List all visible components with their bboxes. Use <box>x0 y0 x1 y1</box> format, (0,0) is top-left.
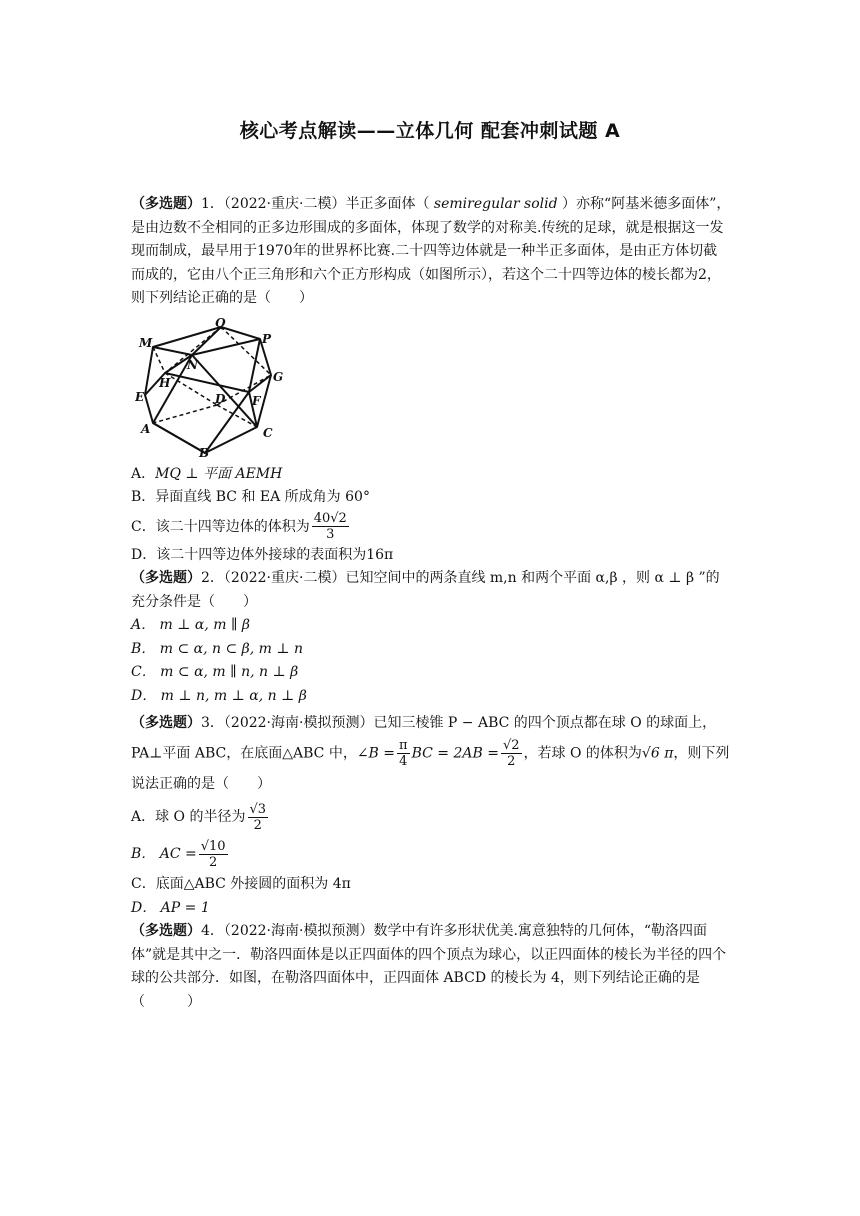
fraction <box>501 738 522 769</box>
vertex-label: N <box>187 357 198 372</box>
question-number: 1． <box>201 196 224 212</box>
vertex-label: P <box>262 331 272 346</box>
option-text: B． AC = <box>131 846 197 862</box>
question-type-tag: （多选题） <box>131 570 201 586</box>
option-text: 异面直线 BC 和 EA 所成角为 60° <box>155 489 370 505</box>
fraction-numerator: √3 <box>249 801 267 817</box>
math-expression: BC = 2AB = <box>411 745 499 762</box>
question-source: （2022·海南·模拟预测） <box>223 923 374 939</box>
vertex-label: A <box>141 421 151 436</box>
fraction <box>312 511 349 542</box>
question-text: ，则下列说法正确的是（ ） <box>131 745 730 792</box>
option-d: D． AP = 1 <box>131 899 210 916</box>
fraction <box>199 839 228 870</box>
question-text: 已知空间中的两条直线 m,n 和两个平面 α,β ，则 α ⊥ β ”的充分条件是（ ） <box>131 570 720 610</box>
vertex-label: F <box>252 393 261 408</box>
fraction-numerator: π <box>399 738 408 753</box>
vertex-label: E <box>135 389 145 404</box>
question-type-tag: （多选题） <box>131 715 201 731</box>
fraction-denominator: 2 <box>253 817 262 833</box>
term-semiregular-solid: semiregular solid <box>429 196 563 212</box>
question-text: 已知三棱锥 P − ABC 的四个顶点都在球 O 的球面上，PA⊥平面 ABC，在底面△ABC 中， <box>131 715 717 762</box>
vertex-label: M <box>139 335 153 350</box>
option-text: MQ ⊥ 平面 AEMH <box>155 465 283 482</box>
question-text: ，若球 O 的体积为 <box>523 745 642 762</box>
question-1 <box>131 193 731 311</box>
fraction <box>397 738 410 769</box>
question-2 <box>131 567 731 614</box>
question-number: 2． <box>201 570 224 586</box>
option-text: 该二十四等边体的体积为 <box>155 518 310 535</box>
math-expression: √6 π <box>641 745 674 762</box>
option-c <box>131 510 731 544</box>
fraction-numerator: √10 <box>200 838 226 854</box>
option-b <box>131 835 731 873</box>
question-number: 4． <box>201 923 224 939</box>
vertex-label: C <box>263 425 273 440</box>
question-source: （2022·重庆·二模） <box>223 570 346 586</box>
option-a: A． m ⊥ α, m ∥ β <box>131 617 250 633</box>
cuboctahedron-diagram <box>135 317 285 457</box>
math-expression: ∠B = <box>356 745 396 762</box>
fraction-numerator: √2 <box>502 738 520 753</box>
question-source: （2022·重庆·二模） <box>223 196 346 212</box>
option-d: D． m ⊥ n, m ⊥ α, n ⊥ β <box>131 687 307 704</box>
fraction-denominator: 3 <box>326 527 335 542</box>
option-a <box>131 463 731 487</box>
question-number: 3． <box>201 715 224 731</box>
fraction <box>248 802 269 833</box>
vertex-label: D <box>215 391 226 406</box>
question-3 <box>131 708 731 799</box>
page-title: 核心考点解读——立体几何 配套冲刺试题 A <box>239 120 621 142</box>
option-d <box>131 544 731 568</box>
option-label: D． <box>131 546 157 563</box>
polyhedron-figure <box>135 317 731 457</box>
question-list <box>131 193 731 1014</box>
fraction-numerator: 40√2 <box>313 511 347 526</box>
fraction-denominator: 4 <box>399 754 408 769</box>
option-text: A．球 O 的半径为 <box>131 809 246 825</box>
question-type-tag: （多选题） <box>131 923 201 939</box>
option-label: B． <box>131 489 156 505</box>
vertex-label: B <box>199 445 210 457</box>
question-4 <box>131 920 731 1014</box>
option-label: A． <box>131 465 156 482</box>
fraction-denominator: 2 <box>209 854 218 870</box>
option-label: C． <box>131 518 156 535</box>
question-source: （2022·海南·模拟预测） <box>223 715 374 731</box>
option-text: 该二十四等边体外接球的表面积为16π <box>156 546 394 563</box>
question-text: ）亦称“阿基米德多面体”，是由边数不全相同的正多边形围成的多面体，体现了数学的对称美.传统的足球，就是根据这一发现而制成，最早用于1970年的世界杯比赛.二十四等边体就是一种半正多面体，是由正方体切截而成的，它由八个正三角形和六个正方形构成（如图所示），若这个二十四等边体的棱长都为2，则下列结论正确的是（ ） <box>131 196 731 306</box>
vertex-label: H <box>159 375 171 390</box>
vertex-label: G <box>273 369 284 384</box>
option-b: B． m ⊂ α, n ⊂ β, m ⊥ n <box>131 640 303 657</box>
vertex-label: Q <box>215 316 226 330</box>
option-c: C．底面△ABC 外接圆的面积为 4π <box>131 876 351 892</box>
question-type-tag: （多选题） <box>131 196 201 212</box>
question-text: 半正多面体（ <box>345 196 430 212</box>
option-c: C． m ⊂ α, m ∥ n, n ⊥ β <box>131 664 299 680</box>
question-text: 数学中有许多形状优美.寓意独特的几何体，“勒洛四面体”就是其中之一．勒洛四面体是以正四面体的四个顶点为球心，以正四面体的棱长为半径的四个球的公共部分．如图，在勒洛四面体中，正四面体 ABCD 的棱长为 4，则下列结论正确的是（ ） <box>131 923 727 1010</box>
fraction-denominator: 2 <box>507 754 516 769</box>
option-b <box>131 486 731 510</box>
option-a <box>131 799 731 835</box>
